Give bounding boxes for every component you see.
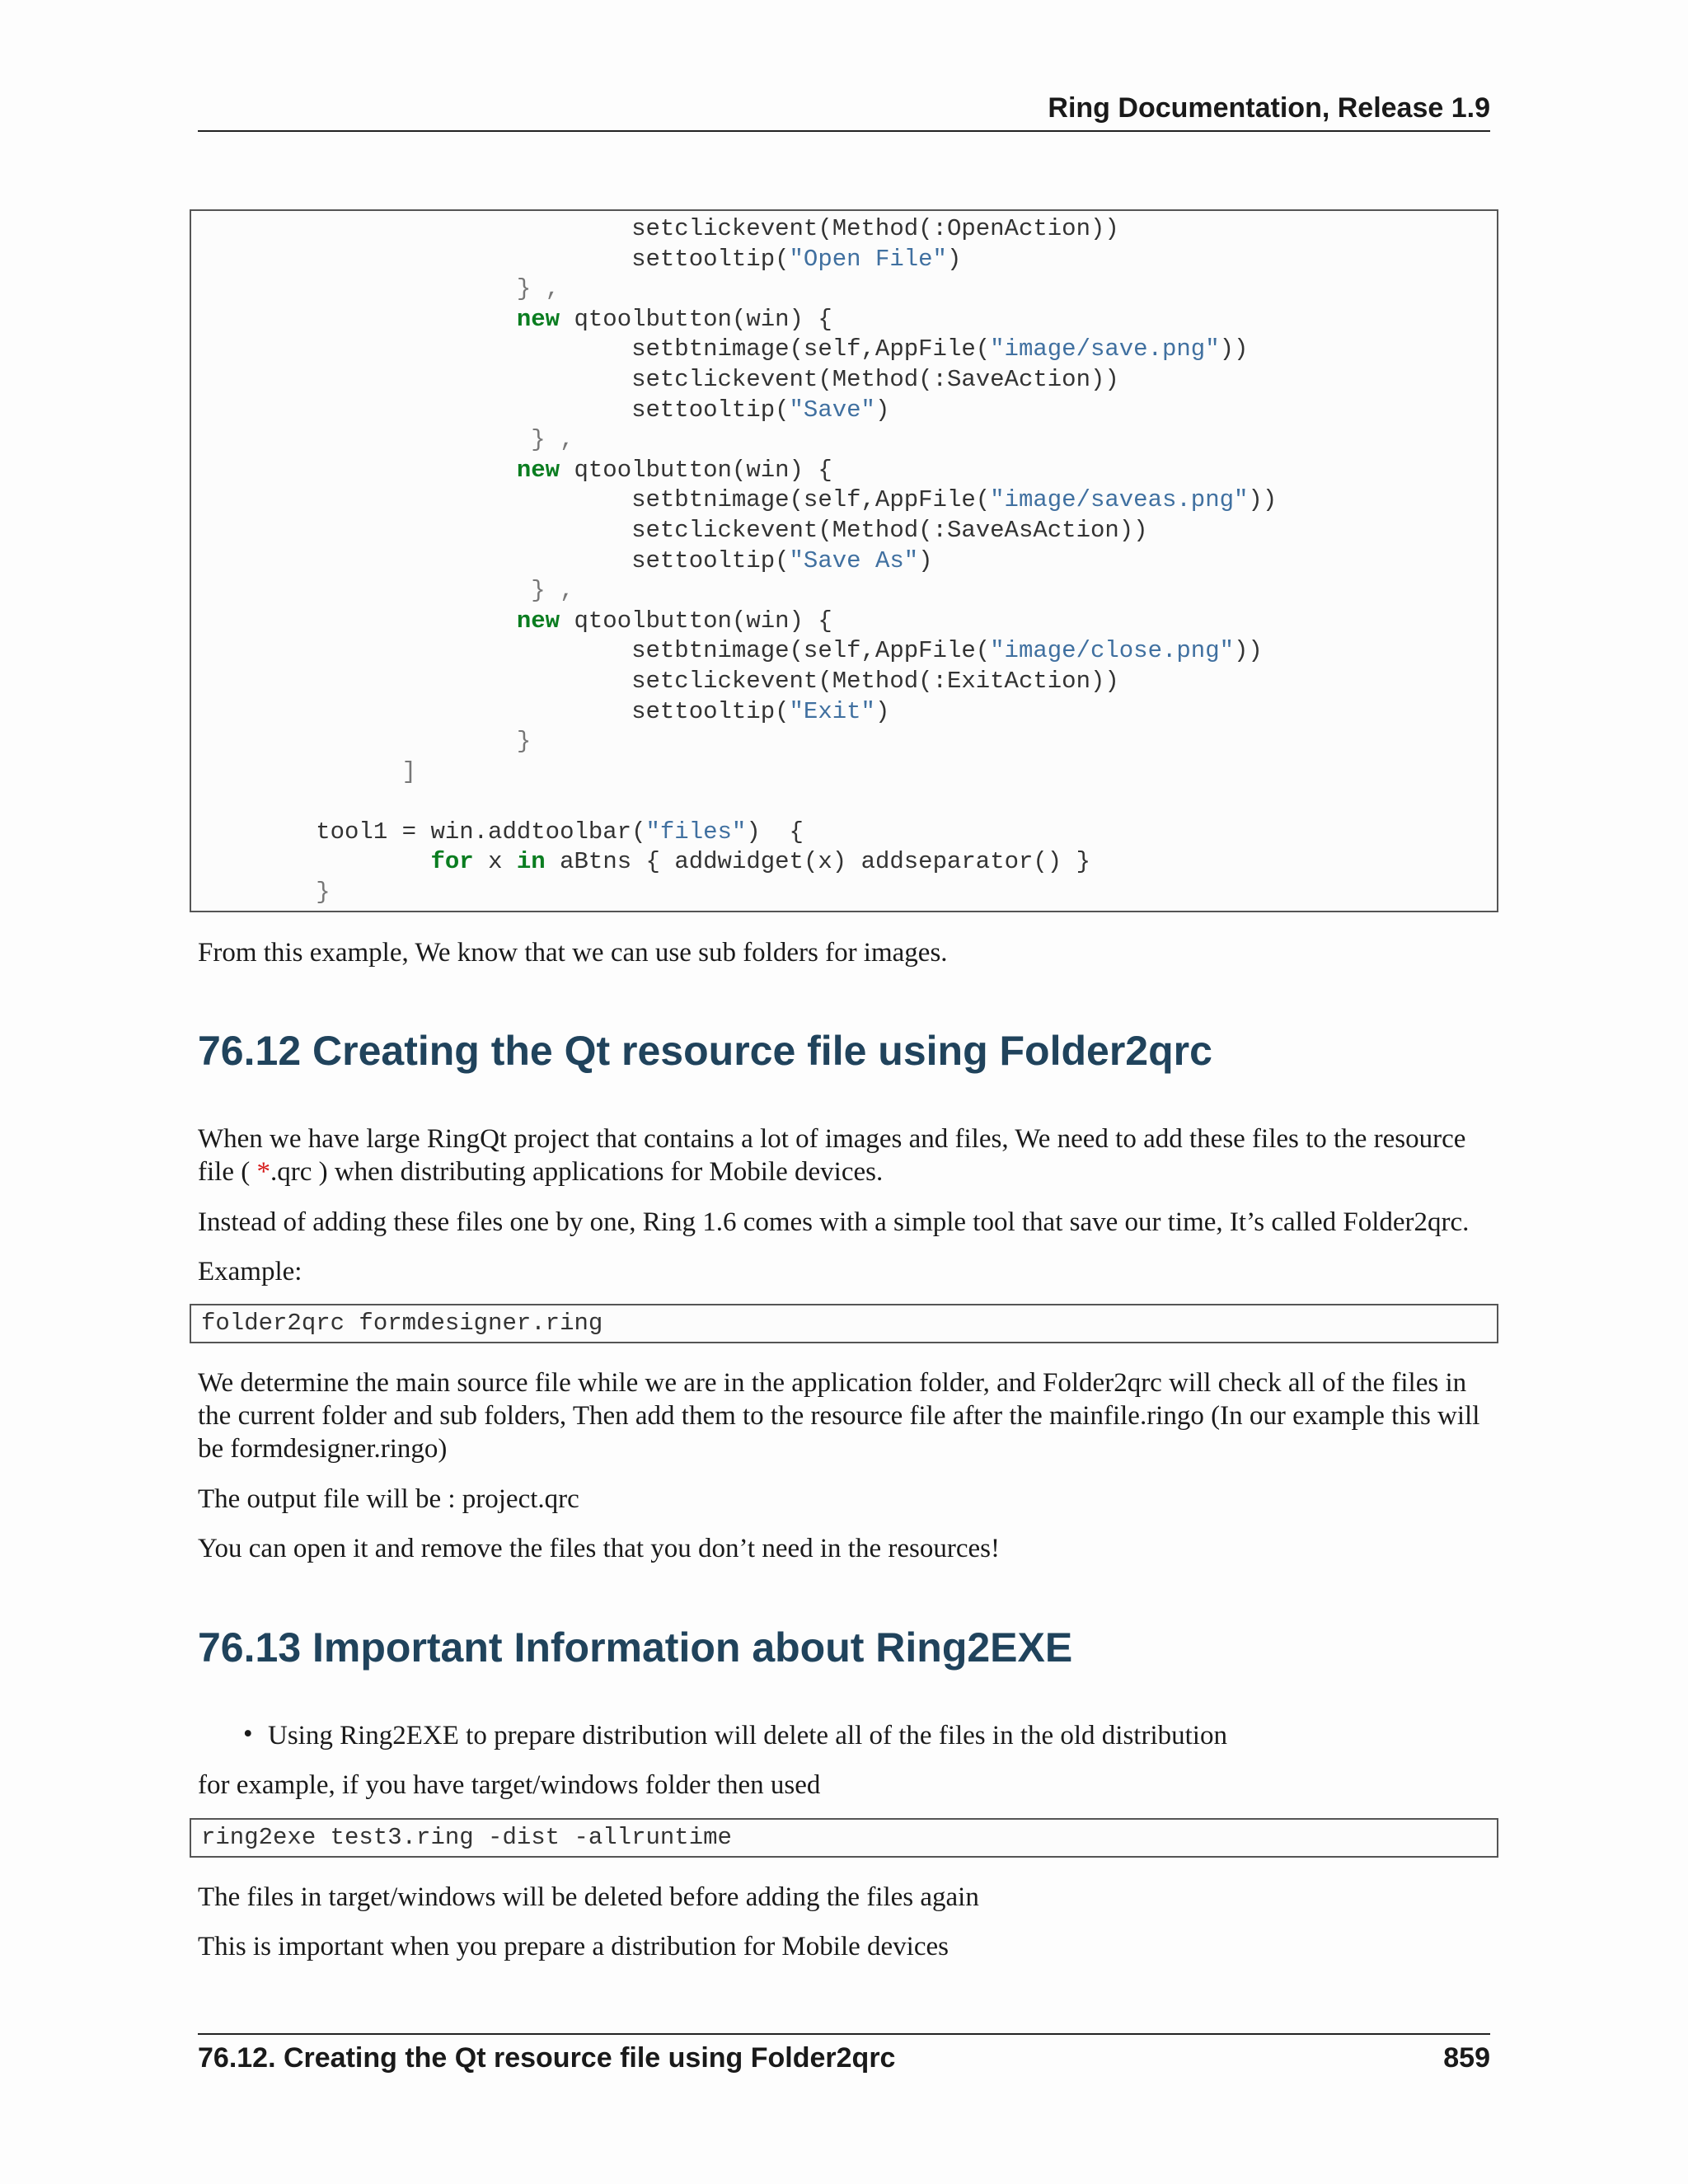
footer-divider [198, 2033, 1490, 2035]
code-line: } [201, 879, 331, 907]
code-line: settooltip("Exit") [201, 697, 890, 725]
code-block-folder2qrc [190, 1304, 1498, 1343]
code-listing [201, 214, 1497, 908]
paragraph: The files in target/windows will be deleted before adding the files again [198, 1882, 979, 1912]
code-line: ring2exe test3.ring -dist -allruntime [201, 1824, 732, 1851]
code-line: for x in aBtns { addwidget(x) addseparator() } [430, 848, 1091, 876]
paragraph: Instead of adding these files one by one, Ring 1.6 comes with a simple tool that save our time, It’s called Folder2qrc. [198, 1207, 1470, 1237]
code-line: } , [201, 577, 574, 605]
code-line: new qtoolbutton(win) { [516, 456, 832, 484]
footer-section-title: 76.12. Creating the Qt resource file using Folder2qrc [198, 2042, 896, 2074]
paragraph: You can open it and remove the files that you don’t need in the resources! [198, 1534, 1000, 1563]
paragraph: We determine the main source file while we are in the application folder, and Folder2qrc will check all of the files in the current folder and sub folders, Then add them to the resource file after the mainfile.ringo (In our example this will be formdesigner.ringo) [198, 1368, 1480, 1464]
bullet-item: Using Ring2EXE to prepare distribution will delete all of the files in the old distribution [268, 1721, 1227, 1750]
paragraph: This is important when you prepare a distribution for Mobile devices [198, 1932, 949, 1961]
code-line: folder2qrc formdesigner.ring [201, 1310, 603, 1337]
code-line: setclickevent(Method(:SaveAction)) [201, 365, 1119, 393]
code-line: } [201, 728, 532, 756]
paragraph: The output file will be : project.qrc [198, 1484, 579, 1514]
code-line: setclickevent(Method(:OpenAction)) [201, 215, 1119, 242]
header-divider [198, 130, 1490, 132]
running-header: Ring Documentation, Release 1.9 [1048, 92, 1490, 124]
section-heading-76-12: 76.12 Creating the Qt resource file using Folder2qrc [198, 1028, 1212, 1074]
code-line: new qtoolbutton(win) { [516, 305, 832, 333]
code-line: setbtnimage(self,AppFile("image/close.png")) [201, 637, 1263, 665]
paragraph: When we have large RingQt project that contains a lot of images and files, We need to add these files to the resource file ( *.qrc ) when distributing applications for Mobile devices. [198, 1124, 1466, 1187]
paragraph: Example: [198, 1257, 302, 1286]
code-line: setbtnimage(self,AppFile("image/saveas.png")) [201, 486, 1278, 514]
code-line: new qtoolbutton(win) { [516, 607, 832, 635]
code-line: tool1 = win.addtoolbar("files") { [201, 818, 804, 846]
code-line [201, 787, 1497, 818]
bullet-icon: • [243, 1719, 253, 1749]
code-line: setbtnimage(self,AppFile("image/save.png")) [201, 335, 1249, 363]
code-line: setclickevent(Method(:SaveAsAction)) [201, 516, 1148, 544]
code-line: settooltip("Open File") [201, 245, 962, 273]
paragraph: for example, if you have target/windows folder then used [198, 1770, 821, 1800]
asterisk: * [256, 1157, 270, 1187]
code-line: settooltip("Save") [201, 396, 890, 424]
code-line: } , [201, 275, 560, 303]
section-heading-76-13: 76.13 Important Information about Ring2EXE [198, 1624, 1073, 1671]
code-line: } , [201, 426, 574, 454]
code-block-ring2exe [190, 1818, 1498, 1858]
paragraph: From this example, We know that we can use sub folders for images. [198, 938, 948, 968]
code-line: ] [201, 757, 417, 785]
page-number: 859 [1443, 2042, 1490, 2074]
code-line: setclickevent(Method(:ExitAction)) [201, 667, 1119, 695]
code-block-toolbar [190, 209, 1498, 912]
code-line: settooltip("Save As") [201, 546, 933, 574]
